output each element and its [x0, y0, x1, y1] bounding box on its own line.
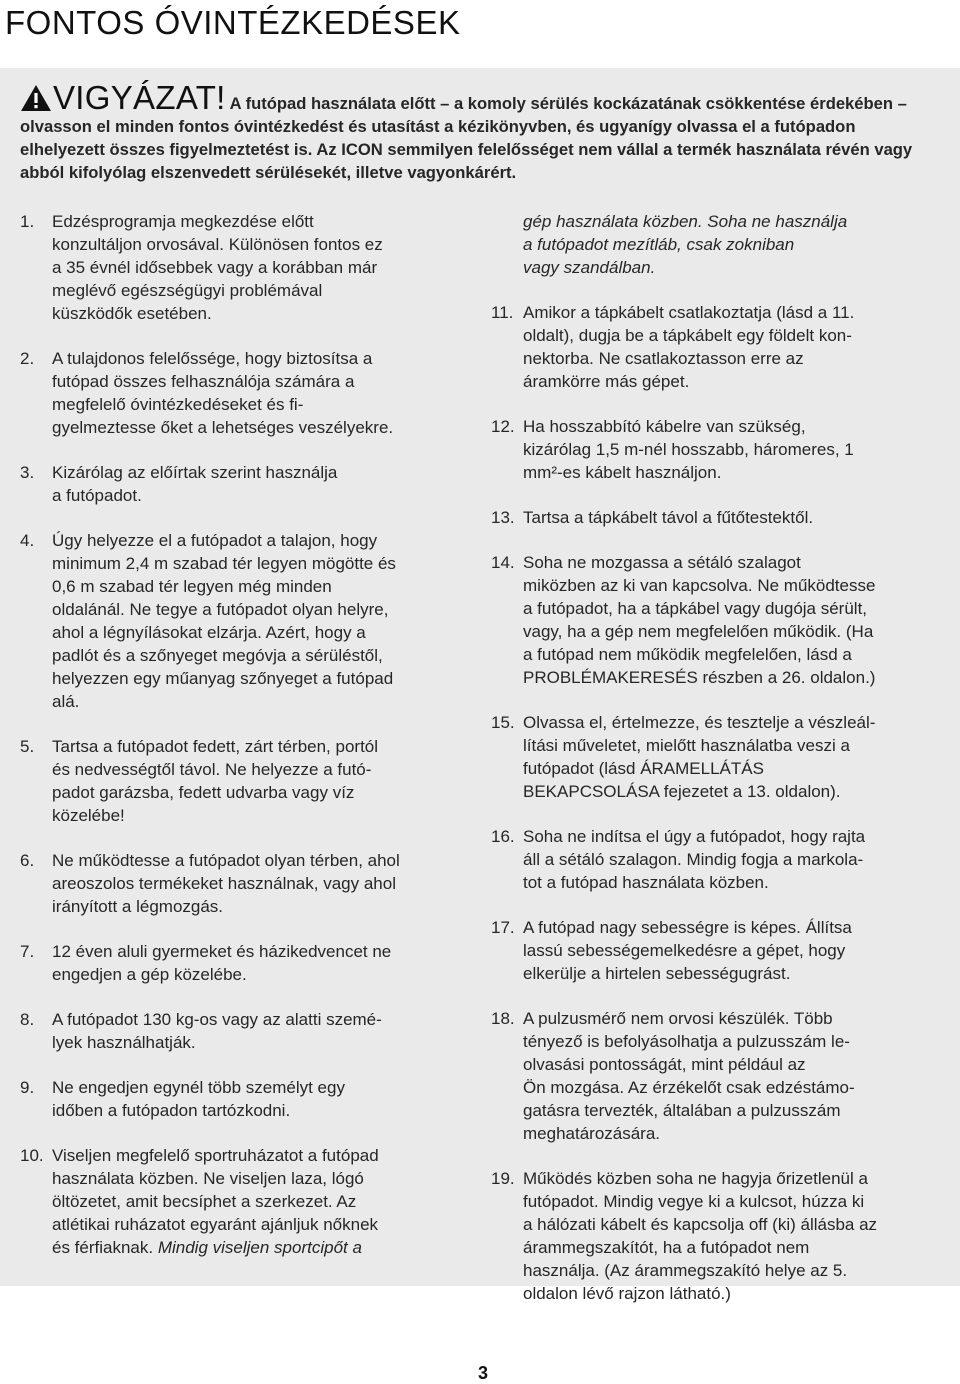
item-number: 17. — [491, 918, 515, 937]
list-item — [491, 301, 946, 393]
item-text — [52, 1144, 480, 1259]
warning-block — [20, 79, 940, 184]
list-item — [20, 1076, 480, 1122]
list-item — [491, 916, 946, 985]
item-text: Ha hosszabbító kábelre van szükség, kizárólag 1,5 m-nél hosszabb, háromeres, 1 mm²-es kábelt használjon. — [523, 417, 854, 482]
right-column — [491, 210, 946, 1327]
item-text: Úgy helyezze el a futópadot a talajon, hogy minimum 2,4 m szabad tér legyen mögötte és 0,6 m szabad tér legyen még minden oldalánál. Ne tegye a futópadot olyan helyre, ahol a légnyílásokat elzárja. Azért, hogy a padlót és a szőnyeget megóvja a sérüléstől, helyezzen egy műanyag szőnyeget a futópad alá. — [52, 531, 396, 711]
list-item — [20, 849, 480, 918]
item-text: 12 éven aluli gyermeket és házikedvencet ne engedjen a gép közelébe. — [52, 942, 392, 984]
list-item — [491, 551, 946, 689]
item-number: 14. — [491, 553, 515, 572]
item-text: Edzésprogramja megkezdése előtt konzultáljon orvosával. Különösen fontos ez a 35 évnél idősebbek vagy a korábban már meglévő egészségügyi problémával küszködők esetében. — [52, 212, 383, 323]
list-item — [20, 529, 480, 713]
item-number: 18. — [491, 1009, 515, 1028]
list-item — [491, 506, 946, 529]
item-number: 5. — [20, 737, 35, 756]
item-number: 19. — [491, 1169, 515, 1188]
item-number: 11. — [491, 303, 514, 322]
list-item — [20, 461, 480, 507]
list-item — [20, 1144, 480, 1259]
item-number: 13. — [491, 508, 515, 527]
list-item — [491, 1007, 946, 1145]
warning-text: A futópad használata előtt – a komoly sérülés kockázatának csökkentése érdekében – olvasson el minden fontos óvintézkedést és utasítást a kézikönyvben, és ugyanígy olvassa el a futópadon elhelyezett összes figyelmeztetést is. Az ICON semmilyen felelősséget nem vállal a termék használata révén vagy abból kifolyólag elszenvedett sérülésekét, illetve vagyonkárért. — [20, 94, 913, 182]
item-number: 8. — [20, 1010, 35, 1029]
list-item — [491, 415, 946, 484]
list-item — [491, 1167, 946, 1305]
item-text: A futópad nagy sebességre is képes. Állítsa lassú sebességemelkedésre a gépet, hogy elkerülje a hirtelen sebességugrást. — [523, 918, 852, 983]
warning-triangle-icon — [20, 84, 52, 112]
item-text: Ne engedjen egynél több személyt egy időben a futópadon tartózkodni. — [52, 1078, 345, 1120]
item-number: 3. — [20, 463, 35, 482]
item-text: Olvassa el, értelmezze, és tesztelje a vészleál- lítási műveletet, mielőtt használatba veszi a futópadot (lásd ÁRAMELLÁTÁS BEKAPCSOLÁSA fejezetet a 13. oldalon). — [523, 713, 876, 801]
page-title: FONTOS ÓVINTÉZKEDÉSEK — [5, 4, 461, 41]
item-text: A pulzusmérő nem orvosi készülék. Több tényező is befolyásolhatja a pulzusszám le- olvasási pontosságát, mint például az Ön mozgása. Az érzékelőt csak edzéstámo- gatásra tervezték, általában a pulzusszám meghatározására. — [523, 1009, 855, 1143]
item-text: Soha ne indítsa el úgy a futópadot, hogy rajta áll a sétáló szalagon. Mindig fogja a markola- tot a futópad használata közben. — [523, 827, 866, 892]
item-number: 1. — [20, 212, 35, 231]
list-item — [491, 825, 946, 894]
item-text: Ne működtesse a futópadot olyan térben, ahol areoszolos termékeket használnak, vagy ahol irányított a légmozgás. — [52, 851, 400, 916]
item-text-main: Viseljen megfelelő sportruházatot a futópad használata közben. Ne viseljen laza, lógó öltözetet, amit becsíphet a szerkezet. Az atlétikai ruházatot egyaránt ajánljuk nőknek és férfiaknak. — [52, 1146, 379, 1257]
item-text-italic: Mindig viseljen sportcipőt a — [157, 1238, 362, 1257]
page-number: 3 — [478, 1363, 489, 1383]
item-text: A futópadot 130 kg-os vagy az alatti szemé- lyek használhatják. — [52, 1010, 382, 1052]
item-text: Amikor a tápkábelt csatlakoztatja (lásd a 11. oldalt), dugja be a tápkábelt egy földelt kon- nektorba. Ne csatlakoztasson erre az áramkörre más gépet. — [523, 303, 855, 391]
item-text: A tulajdonos felelőssége, hogy biztosítsa a futópad összes felhasználója számára a megfelelő óvintézkedéseket és fi- gyelmeztesse őket a lehetséges veszélyekre. — [52, 349, 394, 437]
item-number: 6. — [20, 851, 35, 870]
list-item — [20, 940, 480, 986]
item-number: 12. — [491, 417, 515, 436]
list-item — [491, 711, 946, 803]
item-number: 10. — [20, 1146, 44, 1165]
item-number: 9. — [20, 1078, 35, 1097]
item-number: 4. — [20, 531, 35, 550]
list-item — [20, 210, 480, 325]
item-text: Kizárólag az előírtak szerint használja a futópadot. — [52, 463, 338, 505]
warning-heading: VIGYÁZAT! — [53, 79, 226, 116]
left-column — [20, 210, 480, 1281]
item-text: Működés közben soha ne hagyja őrizetlenül a futópadot. Mindig vegye ki a kulcsot, húzza ki a hálózati kábelt és kapcsolja off (ki) állásba az árammegszakítót, ha a futópadot nem használja. (Az árammegszakító helye az 5. oldalon lévő rajzon látható.) — [523, 1169, 878, 1303]
item-number: 15. — [491, 713, 515, 732]
item-number: 16. — [491, 827, 515, 846]
list-item — [20, 735, 480, 827]
item-text: Soha ne mozgassa a sétáló szalagot miközben az ki van kapcsolva. Ne működtesse a futópadot, ha a tápkábel vagy dugója sérült, vagy, ha a gép nem megfelelően működik. (Ha a futópad nem működik megfelelően, lásd a PROBLÉMAKERESÉS részben a 26. oldalon.) — [523, 553, 876, 687]
item-text: Tartsa a tápkábelt távol a fűtőtestektől. — [523, 508, 814, 527]
item-number: 2. — [20, 349, 35, 368]
continued-text: gép használata közben. Soha ne használja a futópadot mezítláb, csak zokniban vagy szandálban. — [523, 212, 848, 277]
item-text: Tartsa a futópadot fedett, zárt térben, portól és nedvességtől távol. Ne helyezze a futó- padot garázsba, fedett udvarba vagy víz közelébe! — [52, 737, 379, 825]
item-number: 7. — [20, 942, 35, 961]
list-item — [20, 347, 480, 439]
list-item — [20, 1008, 480, 1054]
